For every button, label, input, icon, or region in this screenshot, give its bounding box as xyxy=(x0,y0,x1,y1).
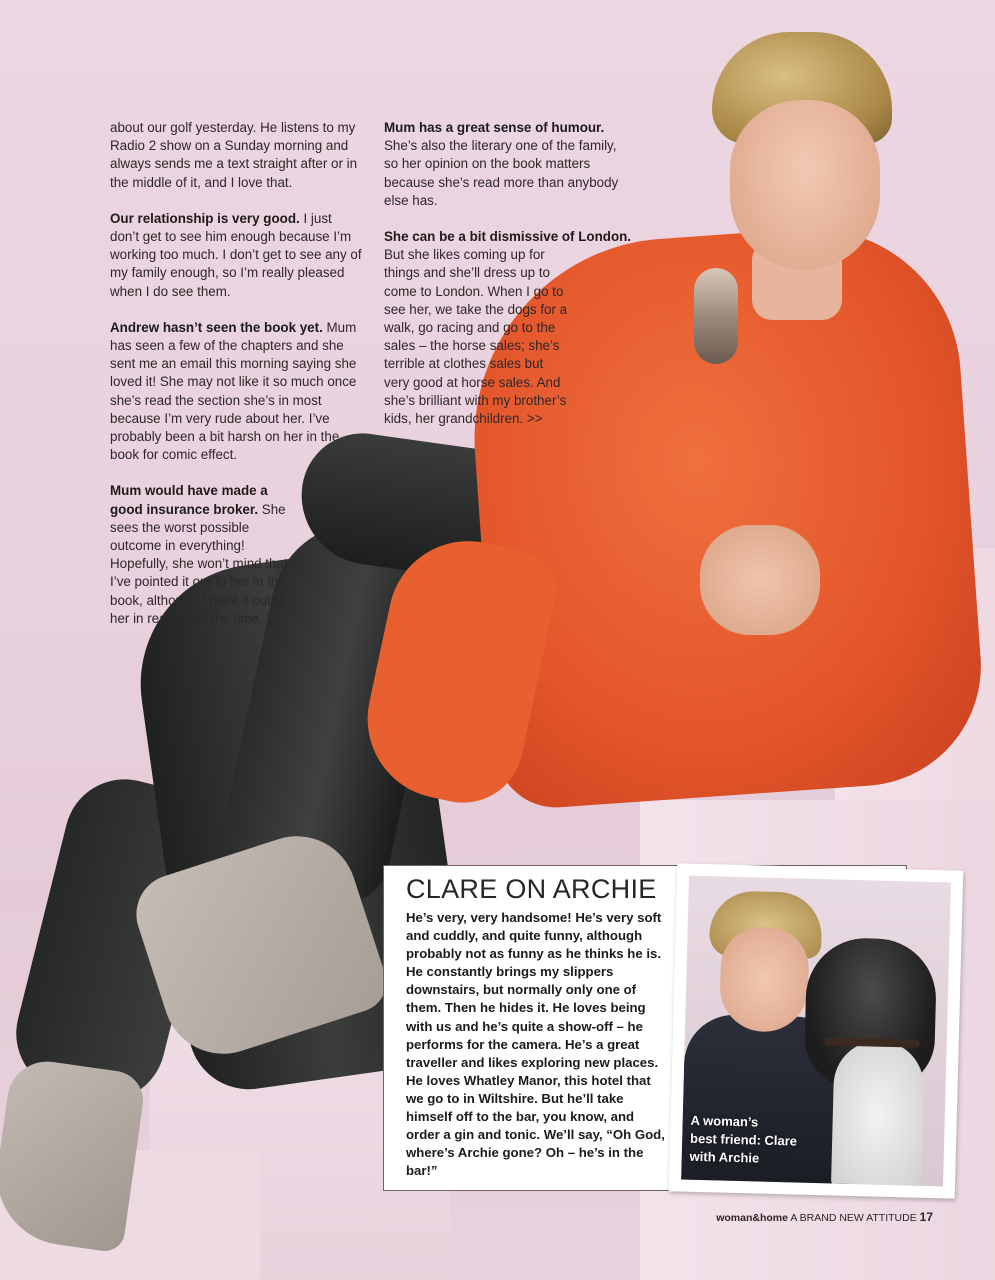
paragraph xyxy=(110,210,362,301)
photo-dog-chest xyxy=(831,1039,925,1186)
paragraph xyxy=(110,319,362,465)
article-column-right xyxy=(384,119,634,446)
paragraph xyxy=(110,119,362,192)
magazine-brand: woman&home xyxy=(716,1212,788,1224)
paragraph-body: about our golf yesterday. He listens to my Radio 2 show on a Sunday morning and always sends me a text straight after or in the middle of it, and I love that. xyxy=(110,120,358,190)
sidebar-title: CLARE ON ARCHIE xyxy=(406,874,657,904)
archie-photo xyxy=(669,863,963,1198)
paragraph xyxy=(110,482,290,628)
paragraph-lead: Mum has a great sense of humour. xyxy=(384,120,605,135)
paragraph-body: She’s also the literary one of the family, so her opinion on the book matters because she’s read more than anybody else has. xyxy=(384,138,619,208)
paragraph xyxy=(384,228,632,428)
paragraph-lead: Our relationship is very good. xyxy=(110,210,300,226)
photo-face xyxy=(719,926,810,1032)
article-column-left xyxy=(110,119,362,646)
photo-boot xyxy=(0,1056,147,1253)
photo-necklace xyxy=(694,268,738,364)
photo-hands xyxy=(700,525,820,635)
paragraph-body: But she likes coming up for things and she’ll dress up to come to London. When I go to see her, we take the dogs for a walk, go racing and go to the sales – the horse sales; she’s terrible at clothes sales but very good at horse sales. And she’s brilliant with my brother’s kids, her grandchildren. >> xyxy=(384,247,568,427)
sidebar-text: He’s very, very handsome! He’s very soft and cuddly, and quite funny, although probably not as funny as he thinks he is. He constantly brings my slippers downstairs, but normally only one of them. Then he hides it. He loves being with us and he’s quite a show-off – he performs for the camera. He’s a great traveller and likes exploring new places. He loves Whatley Manor, this hotel that we go to in Wiltshire. But he’ll take himself off to the bar, you know, and order a gin and tonic. We’ll say, “Oh God, where’s Archie gone? Oh – he’s in the bar!” xyxy=(406,910,665,1179)
paragraph-lead: Mum would have made a good insurance broker. xyxy=(110,483,268,517)
magazine-tagline: A BRAND NEW ATTITUDE xyxy=(790,1212,917,1224)
paragraph-body: Mum has seen a few of the chapters and she sent me an email this morning saying she loved it! She may not like it so much once she’s read the section she’s in most because I’m very rude about her. I’ve probably been a bit harsh on her in the book for comic effect. xyxy=(110,319,357,463)
paragraph-body: She sees the worst possible outcome in everything! Hopefully, she won’t mind that I’ve pointed it out to her in the book, although I point it out to her in real life all the time. xyxy=(110,501,288,626)
paragraph xyxy=(384,119,634,210)
page-footer xyxy=(716,1210,933,1224)
paragraph-body: I just don’t get to see him enough because I’m working too much. I don’t get to see any of my family enough, so I’m really pleased when I do see them. xyxy=(110,210,362,299)
photo-face xyxy=(730,100,880,270)
photo-caption: A woman’s best friend: Clare with Archie xyxy=(689,1112,798,1166)
paragraph-lead: She can be a bit dismissive of London. xyxy=(384,229,632,245)
photo-frame xyxy=(681,876,951,1187)
paragraph-lead: Andrew hasn’t seen the book yet. xyxy=(110,319,323,335)
page-number: 17 xyxy=(919,1210,933,1224)
